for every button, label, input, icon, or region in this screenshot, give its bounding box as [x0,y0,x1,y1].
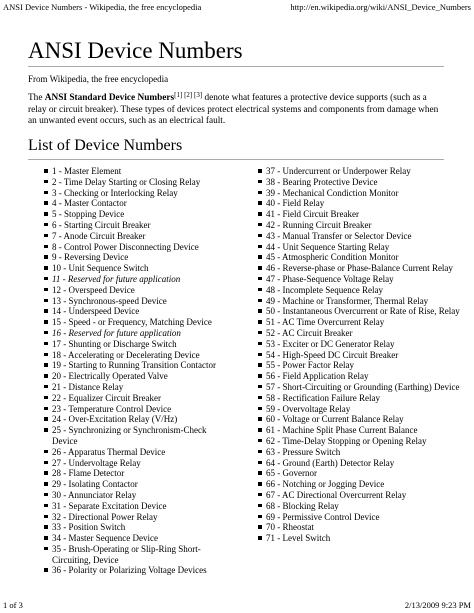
print-header [3,2,471,12]
list-item: 71 - Level Switch [258,533,468,544]
list-item: 30 - Annunciator Relay [44,490,234,501]
list-item: 4 - Master Contactor [44,198,234,209]
list-item: 12 - Overspeed Device [44,285,234,296]
list-item: 24 - Over-Excitation Relay (V/Hz) [44,414,234,425]
list-item: 16 - Reserved for future application [44,328,234,339]
list-item: 33 - Position Switch [44,522,234,533]
list-item: 34 - Master Sequence Device [44,533,234,544]
list-item: 36 - Polarity or Polarizing Voltage Devices [44,565,234,576]
list-item: 47 - Phase-Sequence Voltage Relay [258,274,468,285]
list-item: 68 - Blocking Relay [258,501,468,512]
list-item: 1 - Master Element [44,166,234,177]
list-item: 40 - Field Relay [258,198,468,209]
list-item: 6 - Starting Circuit Breaker [44,220,234,231]
list-item: 64 - Ground (Earth) Detector Relay [258,458,468,469]
list-item: 3 - Checking or Interlocking Relay [44,188,234,199]
list-item: 57 - Short-Circuiting or Grounding (Earthing) Device [258,382,468,393]
list-item: 23 - Temperature Control Device [44,404,234,415]
list-item: 54 - High-Speed DC Circuit Breaker [258,350,468,361]
device-list-left [44,166,234,576]
list-item: 52 - AC Circuit Breaker [258,328,468,339]
list-item: 48 - Incomplete Sequence Relay [258,285,468,296]
list-item: 43 - Manual Transfer or Selector Device [258,231,468,242]
list-item: 44 - Unit Sequence Starting Relay [258,242,468,253]
list-item: 21 - Distance Relay [44,382,234,393]
list-item: 39 - Mechanical Condiction Monitor [258,188,468,199]
list-item: 35 - Brush-Operating or Slip-Ring Short-Circuiting, Device [44,544,234,566]
intro-text: denote what features a protective device supports (such as a relay or circuit breaker). These types of devices protect electrical systems and components from damage when an unwanted event occurs, such as an electrical fault. [28,93,439,126]
list-item: 8 - Control Power Disconnecting Device [44,242,234,253]
print-footer [3,600,471,610]
list-item: 70 - Rheostat [258,522,468,533]
list-item: 7 - Anode Circuit Breaker [44,231,234,242]
intro-paragraph [28,93,446,128]
list-item: 27 - Undervoltage Relay [44,458,234,469]
list-item: 25 - Synchronizing or Synchronism-Check Device [44,425,234,447]
list-item: 69 - Permissive Control Device [258,512,468,523]
list-item: 53 - Exciter or DC Generator Relay [258,339,468,350]
list-item: 11 - Reserved for future application [44,274,234,285]
site-subtitle: From Wikipedia, the free encyclopedia [28,74,169,84]
list-item: 32 - Directional Power Relay [44,512,234,523]
list-item: 17 - Shunting or Discharge Switch [44,339,234,350]
title-divider [28,66,444,67]
list-item: 37 - Undercurrent or Underpower Relay [258,166,468,177]
list-item: 20 - Electrically Operated Valve [44,371,234,382]
list-item: 31 - Separate Excitation Device [44,501,234,512]
list-item: 2 - Time Delay Starting or Closing Relay [44,177,234,188]
list-item: 29 - Isolating Contactor [44,479,234,490]
list-item: 58 - Rectification Failure Relay [258,393,468,404]
intro-prefix: The [28,93,45,103]
page-count: 1 of 3 [3,600,23,610]
list-item: 18 - Accelerating or Decelerating Device [44,350,234,361]
list-item: 59 - Overvoltage Relay [258,404,468,415]
list-item: 51 - AC Time Overcurrent Relay [258,317,468,328]
print-timestamp: 2/13/2009 9:23 PM [404,600,471,610]
intro-bold-term: ANSI Standard Device Numbers [44,93,175,103]
list-item: 49 - Machine or Transformer, Thermal Relay [258,296,468,307]
list-item: 46 - Reverse-phase or Phase-Balance Current Relay [258,263,468,274]
list-item: 26 - Apparatus Thermal Device [44,447,234,458]
list-item: 62 - Time-Delay Stopping or Opening Relay [258,436,468,447]
list-item: 55 - Power Factor Relay [258,360,468,371]
list-item: 41 - Field Circuit Breaker [258,209,468,220]
list-item: 14 - Underspeed Device [44,306,234,317]
section-title: List of Device Numbers [28,137,183,154]
list-item: 66 - Notching or Jogging Device [258,479,468,490]
list-item: 5 - Stopping Device [44,209,234,220]
device-list-right [258,166,468,544]
list-item: 60 - Voltage or Current Balance Relay [258,414,468,425]
list-item: 56 - Field Application Relay [258,371,468,382]
list-item: 22 - Equalizer Circuit Breaker [44,393,234,404]
citation-refs[interactable]: [1] [2] [3] [174,91,203,99]
list-item: 28 - Flame Detector [44,468,234,479]
list-item: 9 - Reversing Device [44,252,234,263]
list-item: 61 - Machine Split Phase Current Balance [258,425,468,436]
page-title: ANSI Device Numbers [28,38,243,63]
list-item: 67 - AC Directional Overcurrent Relay [258,490,468,501]
list-item: 19 - Starting to Running Transition Contactor [44,360,234,371]
print-header-url: http://en.wikipedia.org/wiki/ANSI_Device_Numbers [290,2,471,12]
print-header-title: ANSI Device Numbers - Wikipedia, the free encyclopedia [3,2,202,12]
list-item: 42 - Running Circuit Breaker [258,220,468,231]
list-item: 15 - Speed - or Frequency, Matching Device [44,317,234,328]
list-item: 38 - Bearing Protective Device [258,177,468,188]
list-item: 65 - Governor [258,468,468,479]
list-item: 13 - Synchronous-speed Device [44,296,234,307]
list-item: 63 - Pressure Switch [258,447,468,458]
list-item: 10 - Unit Sequence Switch [44,263,234,274]
list-item: 50 - Instantaneous Overcurrent or Rate of Rise, Relay [258,306,468,317]
section-divider [28,159,444,160]
list-item: 45 - Atmospheric Condition Monitor [258,252,468,263]
